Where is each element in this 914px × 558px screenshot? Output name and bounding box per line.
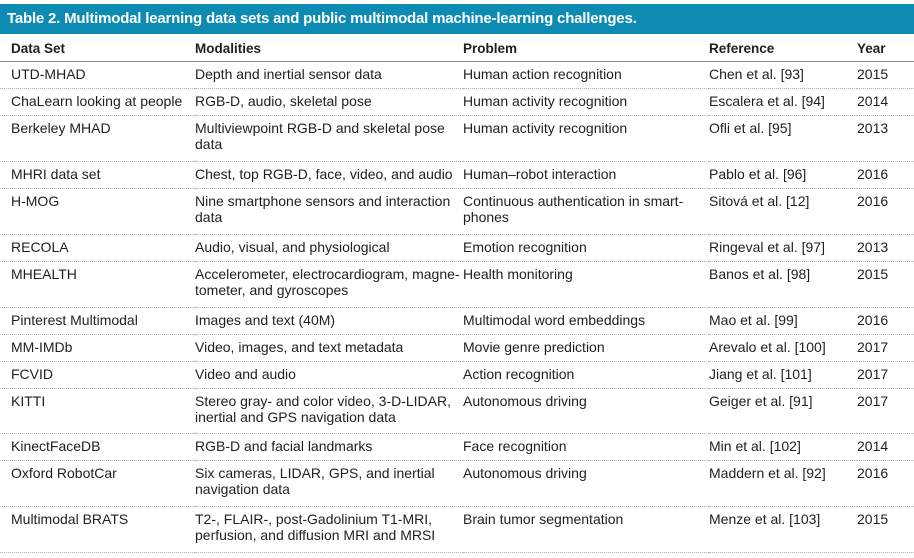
- dataset-cell: KITTI: [0, 389, 195, 434]
- modalities-cell: Video and audio: [195, 362, 463, 389]
- modalities-cell: Chest, top RGB-D, face, video, and audio: [195, 162, 463, 189]
- problem-cell: Human activity recognition: [463, 116, 709, 162]
- dataset-cell: H-MOG: [0, 189, 195, 235]
- reference-cell: Maddern et al. [92]: [709, 461, 857, 507]
- reference-cell: Min et al. [102]: [709, 434, 857, 461]
- table-row: [0, 116, 914, 162]
- reference-cell: Ringeval et al. [97]: [709, 235, 857, 262]
- dataset-cell: MM-IMDb: [0, 335, 195, 362]
- reference-cell: Pablo et al. [96]: [709, 162, 857, 189]
- datasets-table: [0, 36, 914, 553]
- reference-cell: Chen et al. [93]: [709, 62, 857, 89]
- modalities-cell: Depth and inertial sensor data: [195, 62, 463, 89]
- year-cell: 2015: [857, 507, 914, 553]
- modalities-cell: T2-, FLAIR-, post-Gadolinium T1-MRI, perfusion, and diffusion MRI and MRSI: [195, 507, 463, 553]
- table-row: [0, 507, 914, 553]
- year-cell: 2015: [857, 62, 914, 89]
- reference-cell: Jiang et al. [101]: [709, 362, 857, 389]
- header-modalities: Modalities: [195, 36, 463, 62]
- year-cell: 2016: [857, 189, 914, 235]
- problem-cell: Emotion recognition: [463, 235, 709, 262]
- table-row: [0, 461, 914, 507]
- dataset-cell: MHEALTH: [0, 262, 195, 308]
- year-cell: 2016: [857, 461, 914, 507]
- reference-cell: Ofli et al. [95]: [709, 116, 857, 162]
- modalities-cell: RGB-D, audio, skeletal pose: [195, 89, 463, 116]
- dataset-cell: MHRI data set: [0, 162, 195, 189]
- problem-cell: Action recognition: [463, 362, 709, 389]
- table-row: [0, 389, 914, 434]
- problem-cell: Movie genre prediction: [463, 335, 709, 362]
- table-row: [0, 434, 914, 461]
- table-title: Table 2. Multimodal learning data sets and public multimodal machine-learning challenges.: [0, 4, 914, 34]
- dataset-cell: RECOLA: [0, 235, 195, 262]
- problem-cell: Continuous authentication in smart-phones: [463, 189, 709, 235]
- dataset-cell: FCVID: [0, 362, 195, 389]
- dataset-cell: Oxford RobotCar: [0, 461, 195, 507]
- problem-cell: Autonomous driving: [463, 389, 709, 434]
- header-dataset: Data Set: [0, 36, 195, 62]
- table-row: [0, 335, 914, 362]
- problem-cell: Face recognition: [463, 434, 709, 461]
- problem-cell: Health monitoring: [463, 262, 709, 308]
- table-row: [0, 189, 914, 235]
- header-year: Year: [857, 36, 914, 62]
- reference-cell: Sitová et al. [12]: [709, 189, 857, 235]
- modalities-cell: Nine smartphone sensors and interaction data: [195, 189, 463, 235]
- year-cell: 2017: [857, 362, 914, 389]
- year-cell: 2013: [857, 235, 914, 262]
- reference-cell: Banos et al. [98]: [709, 262, 857, 308]
- table-row: [0, 308, 914, 335]
- year-cell: 2017: [857, 335, 914, 362]
- modalities-cell: Multiviewpoint RGB-D and skeletal pose data: [195, 116, 463, 162]
- year-cell: 2016: [857, 162, 914, 189]
- problem-cell: Human action recognition: [463, 62, 709, 89]
- reference-cell: Arevalo et al. [100]: [709, 335, 857, 362]
- modalities-cell: Video, images, and text metadata: [195, 335, 463, 362]
- reference-cell: Escalera et al. [94]: [709, 89, 857, 116]
- table-row: [0, 89, 914, 116]
- header-problem: Problem: [463, 36, 709, 62]
- dataset-cell: Multimodal BRATS: [0, 507, 195, 553]
- table-row: [0, 262, 914, 308]
- dataset-cell: Pinterest Multimodal: [0, 308, 195, 335]
- reference-cell: Geiger et al. [91]: [709, 389, 857, 434]
- header-row: [0, 36, 914, 62]
- dataset-cell: UTD-MHAD: [0, 62, 195, 89]
- dataset-cell: Berkeley MHAD: [0, 116, 195, 162]
- reference-cell: Mao et al. [99]: [709, 308, 857, 335]
- dataset-cell: ChaLearn looking at people: [0, 89, 195, 116]
- modalities-cell: Six cameras, LIDAR, GPS, and inertial navigation data: [195, 461, 463, 507]
- problem-cell: Human activity recognition: [463, 89, 709, 116]
- problem-cell: Human–robot interaction: [463, 162, 709, 189]
- table-row: [0, 162, 914, 189]
- year-cell: 2014: [857, 434, 914, 461]
- problem-cell: Autonomous driving: [463, 461, 709, 507]
- modalities-cell: RGB-D and facial landmarks: [195, 434, 463, 461]
- reference-cell: Menze et al. [103]: [709, 507, 857, 553]
- year-cell: 2016: [857, 308, 914, 335]
- modalities-cell: Stereo gray- and color video, 3-D-LIDAR, inertial and GPS navigation data: [195, 389, 463, 434]
- year-cell: 2013: [857, 116, 914, 162]
- table-row: [0, 62, 914, 89]
- header-reference: Reference: [709, 36, 857, 62]
- modalities-cell: Accelerometer, electrocardiogram, magne-tometer, and gyroscopes: [195, 262, 463, 308]
- table-row: [0, 362, 914, 389]
- year-cell: 2015: [857, 262, 914, 308]
- year-cell: 2014: [857, 89, 914, 116]
- modalities-cell: Images and text (40M): [195, 308, 463, 335]
- problem-cell: Brain tumor segmentation: [463, 507, 709, 553]
- table-row: [0, 235, 914, 262]
- modalities-cell: Audio, visual, and physiological: [195, 235, 463, 262]
- year-cell: 2017: [857, 389, 914, 434]
- problem-cell: Multimodal word embeddings: [463, 308, 709, 335]
- dataset-cell: KinectFaceDB: [0, 434, 195, 461]
